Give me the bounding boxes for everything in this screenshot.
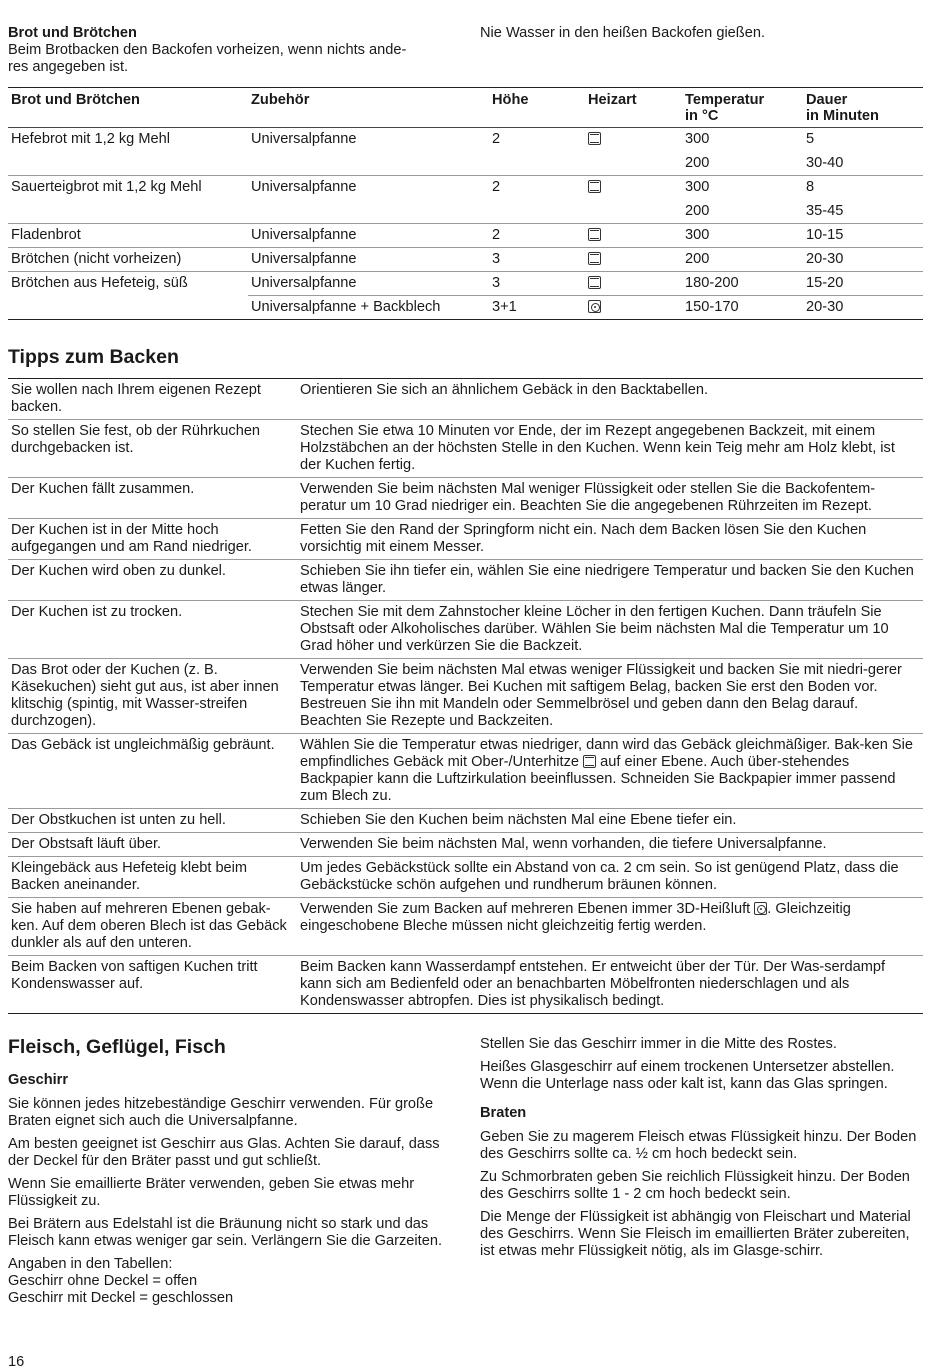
bread-level: 3 [489, 248, 585, 272]
bread-temp: 150-170 [682, 296, 803, 320]
tipp-solution: Stechen Sie etwa 10 Minuten vor Ende, der im Rezept angegebenen Backzeit, mit einem Holzstäbchen an der höchsten Stelle in den Kuchen. Wenn kein Teig mehr am Holz klebt, ist der Kuchen fertig. [297, 420, 923, 478]
tipp-solution: Verwenden Sie beim nächsten Mal weniger Flüssigkeit oder stellen Sie die Backofentem-peratur um 10 Grad niedriger ein. Beachten Sie die angegebenen Rührzeiten im Rezept. [297, 478, 923, 519]
tipp-solution: Schieben Sie ihn tiefer ein, wählen Sie eine niedrigere Temperatur und backen Sie den Kuchen etwas länger. [297, 560, 923, 601]
bread-accessory: Universalpfanne [248, 248, 489, 272]
bread-level: 3+1 [489, 296, 585, 320]
bread-duration: 20-30 [803, 248, 923, 272]
table-row [8, 659, 923, 734]
3d-hot-air-icon [588, 300, 601, 313]
table-legend: Angaben in den Tabellen: Geschirr ohne Deckel = offen Geschirr mit Deckel = geschlossen [8, 1256, 234, 1306]
bread-duration: 5 30-40 [803, 128, 923, 176]
bread-name: Brötchen (nicht vorheizen) [8, 248, 248, 272]
paragraph: Wenn Sie emaillierte Bräter verwenden, geben Sie etwas mehr Flüssigkeit zu. [8, 1176, 415, 1209]
table-row [8, 420, 923, 478]
page-number: 16 [8, 1354, 25, 1370]
tipp-problem: Der Obstkuchen ist unten zu hell. [8, 809, 297, 833]
top-bottom-heat-icon [588, 180, 601, 193]
tipp-problem: Sie haben auf mehreren Ebenen gebak-ken. Auf dem oberen Blech ist das Gebäck dunkler als auf den unteren. [8, 898, 297, 956]
intro-line2: res angegeben ist. [8, 59, 129, 75]
bread-accessory: Universalpfanne [248, 272, 489, 296]
paragraph: Zu Schmorbraten geben Sie reichlich Flüssigkeit hinzu. Der Boden des Geschirrs sollte 1 - 2 cm hoch bedeckt sein. [480, 1169, 910, 1202]
table-row [8, 379, 923, 420]
table-row [8, 601, 923, 659]
paragraph: Geben Sie zu magerem Fleisch etwas Flüssigkeit hinzu. Der Boden des Geschirrs sollte ca. ½ cm hoch bedeckt sein. [480, 1129, 917, 1162]
table-row [8, 857, 923, 898]
tipp-problem: Sie wollen nach Ihrem eigenen Rezept backen. [8, 379, 297, 420]
table-row [8, 519, 923, 560]
paragraph: Sie können jedes hitzebeständige Geschirr verwenden. Für große Braten eignet sich auch die Universalpfanne. [8, 1096, 434, 1129]
fleisch-title: Fleisch, Geflügel, Fisch [8, 1036, 226, 1058]
col-header-accessory: Zubehör [248, 88, 489, 128]
top-bottom-heat-icon [588, 252, 601, 265]
bread-name: Hefebrot mit 1,2 kg Mehl [8, 128, 248, 176]
tipp-problem: Der Kuchen ist zu trocken. [8, 601, 297, 659]
tipp-problem: So stellen Sie fest, ob der Rührkuchen durchgebacken ist. [8, 420, 297, 478]
intro-warning: Nie Wasser in den heißen Backofen gießen. [480, 25, 765, 41]
top-bottom-heat-icon [583, 755, 596, 768]
bread-accessory: Universalpfanne [248, 128, 489, 176]
tipp-problem: Der Kuchen fällt zusammen. [8, 478, 297, 519]
tipp-solution: Verwenden Sie beim nächsten Mal etwas weniger Flüssigkeit und backen Sie mit niedri-gerer Temperatur etwas länger. Bei Kuchen mit saftigem Belag, backen Sie erst den Boden vor. Bestreuen Sie ihn mit Mandeln oder Semmelbrösel und geben dann den Belag darauf. Beachten Sie Rezepte und Backzeiten. [297, 659, 923, 734]
bread-duration: 10-15 [803, 224, 923, 248]
table-row [8, 898, 923, 956]
bread-accessory: Universalpfanne [248, 224, 489, 248]
tipp-problem: Das Gebäck ist ungleichmäßig gebräunt. [8, 734, 297, 809]
bread-temp: 300 200 [682, 128, 803, 176]
tipp-problem: Kleingebäck aus Hefeteig klebt beim Backen aneinander. [8, 857, 297, 898]
tipp-solution: Um jedes Gebäckstück sollte ein Abstand von ca. 2 cm sein. So ist genügend Platz, dass die Gebäckstücke schön aufgehen und rundherum bräunen können. [297, 857, 923, 898]
tipp-problem: Beim Backen von saftigen Kuchen tritt Kondenswasser auf. [8, 956, 297, 1014]
bread-temp: 300 [682, 224, 803, 248]
tipp-solution: Verwenden Sie beim nächsten Mal, wenn vorhanden, die tiefere Universalpfanne. [297, 833, 923, 857]
bread-level: 3 [489, 272, 585, 296]
intro-heading: Brot und Brötchen [8, 25, 137, 41]
bread-duration: 8 35-45 [803, 176, 923, 224]
table-row [8, 478, 923, 519]
top-bottom-heat-icon [588, 276, 601, 289]
tipps-title: Tipps zum Backen [8, 346, 179, 368]
table-row [8, 272, 923, 296]
bread-table [8, 87, 923, 320]
bread-accessory: Universalpfanne + Backblech [248, 296, 489, 320]
bread-temp: 200 [682, 248, 803, 272]
3d-hot-air-icon [754, 902, 767, 915]
table-row [8, 956, 923, 1014]
tipp-solution: Verwenden Sie zum Backen auf mehreren Ebenen immer 3D-Heißluft . Gleichzeitig eingeschobene Bleche müssen nicht gleichzeitig fertig werden. [297, 898, 923, 956]
paragraph: Bei Brätern aus Edelstahl ist die Bräunung nicht so stark und das Fleisch kann etwas weniger gar sein. Verlängern Sie die Garzeiten. [8, 1216, 442, 1249]
table-row [8, 248, 923, 272]
col-header-duration: Dauer in Minuten [803, 88, 923, 128]
col-header-temp: Temperatur in °C [682, 88, 803, 128]
tipp-problem: Der Kuchen wird oben zu dunkel. [8, 560, 297, 601]
tipp-solution: Fetten Sie den Rand der Springform nicht ein. Nach dem Backen lösen Sie den Kuchen vorsichtig mit einem Messer. [297, 519, 923, 560]
bread-accessory: Universalpfanne [248, 176, 489, 224]
top-bottom-heat-icon [588, 228, 601, 241]
bread-name: Sauerteigbrot mit 1,2 kg Mehl [8, 176, 248, 224]
paragraph: Heißes Glasgeschirr auf einem trockenen Untersetzer abstellen. Wenn die Unterlage nass oder kalt ist, kann das Glas springen. [480, 1059, 895, 1092]
bread-level: 2 [489, 128, 585, 176]
intro-bread [8, 25, 448, 76]
paragraph: Stellen Sie das Geschirr immer in die Mitte des Rostes. [480, 1036, 837, 1052]
bread-level: 2 [489, 176, 585, 224]
tipps-table [8, 378, 923, 1014]
col-header-name: Brot und Brötchen [8, 88, 248, 128]
table-row [8, 809, 923, 833]
tipp-problem: Der Obstsaft läuft über. [8, 833, 297, 857]
fleisch-right-column [480, 1036, 925, 1266]
tipp-problem: Der Kuchen ist in der Mitte hoch aufgegangen und am Rand niedriger. [8, 519, 297, 560]
bread-temp: 300 200 [682, 176, 803, 224]
table-row [8, 176, 923, 224]
braten-heading: Braten [480, 1105, 527, 1121]
bread-duration: 20-30 [803, 296, 923, 320]
top-bottom-heat-icon [588, 132, 601, 145]
col-header-mode: Heizart [585, 88, 682, 128]
bread-level: 2 [489, 224, 585, 248]
tipp-solution: Stechen Sie mit dem Zahnstocher kleine Löcher in den fertigen Kuchen. Dann träufeln Sie Obstsaft oder Alkoholisches darüber. Wählen Sie beim nächsten Mal die Temperatur um 10 Grad höher und verkürzen Sie die Backzeit. [297, 601, 923, 659]
table-row [8, 560, 923, 601]
fleisch-left-column [8, 1071, 448, 1313]
table-row [8, 734, 923, 809]
tipp-solution: Wählen Sie die Temperatur etwas niedriger, dann wird das Gebäck gleichmäßiger. Bak-ken Sie empfindliches Gebäck mit Ober-/Unterhitze auf einer Ebene. Auch über-stehendes Backpapier kann die Luftzirkulation beeinflussen. Schneiden Sie Backpapier immer passend zum Blech zu. [297, 734, 923, 809]
bread-duration: 15-20 [803, 272, 923, 296]
intro-line1: Beim Brotbacken den Backofen vorheizen, wenn nichts ande- [8, 42, 407, 58]
tipp-solution: Schieben Sie den Kuchen beim nächsten Mal eine Ebene tiefer ein. [297, 809, 923, 833]
tipp-solution: Orientieren Sie sich an ähnlichem Gebäck in den Backtabellen. [297, 379, 923, 420]
paragraph: Die Menge der Flüssigkeit ist abhängig von Fleischart und Material des Geschirrs. Wenn Sie Fleisch im emaillierten Bräter zubereiten, ist etwas mehr Flüssigkeit nötig, als im Glasge-schirr. [480, 1209, 911, 1259]
tipp-solution: Beim Backen kann Wasserdampf entstehen. Er entweicht über der Tür. Der Was-serdampf kann sich am Bedienfeld oder an benachbarten Möbelfronten niederschlagen und als Kondenswasser abtropfen. Dies ist physikalisch bedingt. [297, 956, 923, 1014]
bread-temp: 180-200 [682, 272, 803, 296]
table-row [8, 128, 923, 176]
tipp-problem: Das Brot oder der Kuchen (z. B. Käsekuchen) sieht gut aus, ist aber innen klitschig (spintig, mit Wasser-streifen durchzogen). [8, 659, 297, 734]
bread-table-header [8, 88, 923, 128]
table-row [8, 833, 923, 857]
bread-name: Fladenbrot [8, 224, 248, 248]
bread-name: Brötchen aus Hefeteig, süß [8, 272, 248, 320]
table-row [8, 224, 923, 248]
paragraph: Am besten geeignet ist Geschirr aus Glas. Achten Sie darauf, dass der Deckel für den Bräter passt und gut schließt. [8, 1136, 440, 1169]
col-header-level: Höhe [489, 88, 585, 128]
geschirr-heading: Geschirr [8, 1072, 69, 1088]
